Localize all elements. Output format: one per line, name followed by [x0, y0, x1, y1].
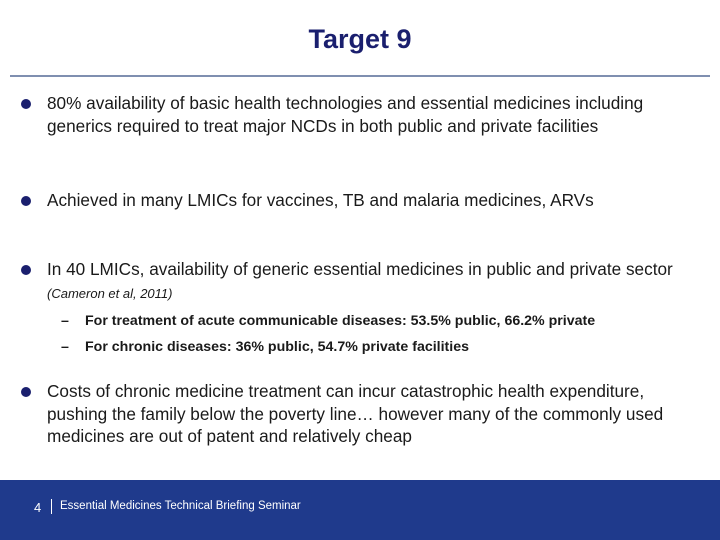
footer-label: Essential Medicines Technical Briefing Seminar: [60, 500, 301, 512]
bullet-dot-icon: [21, 99, 31, 109]
bullet-dot-icon: [21, 265, 31, 275]
sub-bullet-text: For treatment of acute communicable diseases: 53.5% public, 66.2% private: [85, 313, 596, 329]
sub-bullet-text: For chronic diseases: 36% public, 54.7% private facilities: [85, 339, 470, 355]
bullet-item: [47, 380, 707, 448]
dash-icon: –: [61, 313, 69, 329]
bullet-text: Costs of chronic medicine treatment can incur catastrophic health expenditure, pushing the family below the poverty line… however many of the commonly used medicines are out of patent and relatively cheap: [47, 381, 664, 446]
bullet-item: [47, 189, 707, 212]
bullet-item: [47, 92, 707, 137]
slide-title: Target 9: [308, 24, 412, 54]
sub-bullet-item: [61, 338, 705, 356]
page-number: 4: [34, 500, 42, 515]
citation: (Cameron et al, 2011): [47, 285, 173, 301]
footer-bar: [0, 480, 720, 540]
dash-icon: –: [61, 339, 69, 355]
title-divider: [10, 75, 710, 77]
bullet-dot-icon: [21, 387, 31, 397]
bullet-text: Achieved in many LMICs for vaccines, TB and malaria medicines, ARVs: [47, 190, 594, 210]
bullet-item: [47, 258, 707, 305]
bullet-text: In 40 LMICs, availability of generic essential medicines in public and private sector: [47, 259, 673, 279]
sub-bullet-item: [61, 312, 705, 330]
bullet-dot-icon: [21, 196, 31, 206]
footer-separator: [51, 499, 52, 514]
bullet-text: 80% availability of basic health technologies and essential medicines including generics required to treat major NCDs in both public and private facilities: [47, 93, 644, 136]
